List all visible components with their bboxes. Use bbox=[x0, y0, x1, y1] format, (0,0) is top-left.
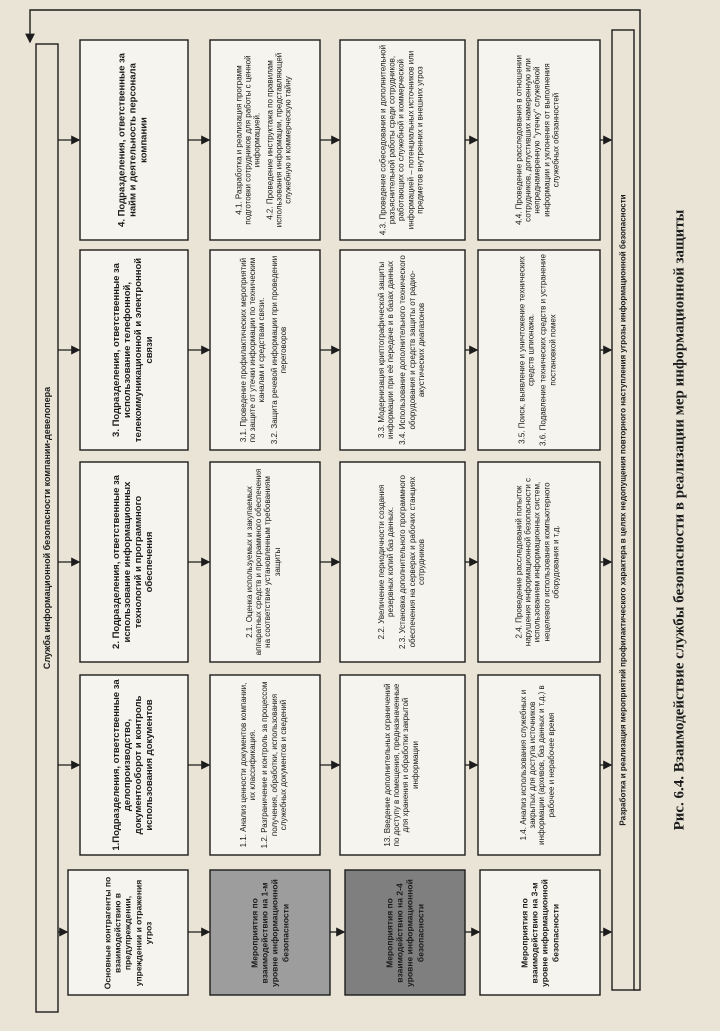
level2-label: Мероприятия по взаимодействию на 2-4 уровне информационной безопасности bbox=[384, 878, 426, 987]
measure-2-2 bbox=[340, 462, 465, 662]
measure-2-1 bbox=[210, 462, 320, 662]
bottom-band-label: Разработка и реализация мероприятий профилактического характера в целях недопущения повторного наступления угрозы информационной безопасности bbox=[618, 194, 628, 826]
measure-1-4 bbox=[478, 675, 600, 855]
bottom-band bbox=[612, 30, 634, 990]
measure-text: 1.2. Разграничение и контроль за процессом получения, обработки, использования служебных документов и сведений bbox=[260, 681, 288, 849]
level3-label-wrap bbox=[480, 870, 600, 995]
measure-3-5 bbox=[478, 250, 600, 450]
measure-2-4 bbox=[478, 462, 600, 662]
department-2-label: 2. Подразделения, ответственные за использование информационных технологий и программного обеспечения bbox=[111, 475, 155, 649]
measure-text: 2.4. Проведение расследований попыток нарушения информационной безопасности с использованием информационных систем, нецелевого использования компьютерного оборудования и т.д. bbox=[514, 477, 561, 647]
measure-4-4 bbox=[478, 40, 600, 240]
measure-text: 2.2. Увеличение периодичности создания резервных копий баз данных. bbox=[376, 484, 395, 640]
level3-label: Мероприятия по взаимодействию на 3-м уровне информационной безопасности bbox=[519, 878, 561, 987]
level1-label-wrap bbox=[210, 870, 330, 995]
level1-label: Мероприятия по взаимодействию на 1-м уровне информационной безопасности bbox=[249, 878, 291, 987]
department-4 bbox=[80, 40, 188, 240]
contractors-label-wrap bbox=[68, 870, 188, 995]
department-4-label: 4. Подразделения, ответственные за найм и деятельность персонала компании bbox=[116, 53, 150, 227]
department-3 bbox=[80, 250, 188, 450]
measure-4-1 bbox=[210, 40, 320, 240]
measure-text: 2.1. Оценка используемых и закупаемых аппаратных средств и программного обеспечения на соответствие установленным требованиям защиты bbox=[245, 468, 282, 656]
measure-text: 4.1. Разработка и реализация программ подготовки сотрудников для работы с ценной информацией. bbox=[234, 55, 262, 225]
measure-text: 3.6. Подавление технических средств и устранение постановкой помех bbox=[539, 254, 558, 446]
measure-text: 13. Введение дополнительных ограничений по доступу в помещения, предназначенные для хранения и обработки закрытой информации bbox=[382, 683, 420, 847]
measure-3-3 bbox=[340, 250, 465, 450]
measure-text: 4.2. Проведение инструктажа по правилам использования информации, представляющей служебную и коммерческую тайну bbox=[265, 52, 293, 228]
measure-text: 3.2. Защита речевой информации при проведении переговоров bbox=[269, 255, 288, 445]
measure-text: 2.3. Установка дополнительного программного обеспечения на серверах и рабочих станциях сотрудников bbox=[397, 475, 426, 649]
measure-text: 3.3. Модернизация криптографической защиты информации при её передаче и в базах данных bbox=[376, 261, 395, 439]
measure-text: 3.5. Поиск, выявление и уничтожение технических средств шпионажа. bbox=[517, 256, 536, 444]
measure-1-3 bbox=[340, 675, 465, 855]
measure-text: 1.1. Анализ ценности документов компании, их классификация. bbox=[239, 682, 258, 848]
measure-text: 4.3. Проведение собеседования и дополнительной разъяснительной работы среди сотрудников, работающих со служебной и коммерческой информацией – потенциальных источников или предметов внутренних и внешних угроз bbox=[378, 44, 424, 236]
figure-caption: Рис. 6.4. Взаимодействие службы безопасности в реализации мер информационной защиты bbox=[671, 209, 688, 831]
level2-label-wrap bbox=[345, 870, 465, 995]
measure-4-3 bbox=[340, 40, 465, 240]
department-1 bbox=[80, 675, 188, 855]
department-2 bbox=[80, 462, 188, 662]
measure-text: 4.4. Проведение расследования в отношении сотрудников, допустивших намеренную или непреднамеренную "утечку" служебной информации и уклонения от выполнения служебных обязанностей bbox=[514, 55, 561, 225]
top-band-label: Служба информационной безопасности компании-девелопера bbox=[42, 386, 52, 670]
figure-caption-area bbox=[660, 20, 700, 1020]
measure-1-1 bbox=[210, 675, 320, 855]
measure-text: 3.1. Проведение профилактических мероприятий по защите от утечки информации по техническим каналам и средствам связи. bbox=[239, 257, 267, 443]
measure-text: 3.4. Использование дополнительного технического оборудования и средств защиты от радио-акустических диапазонов bbox=[397, 255, 426, 445]
department-1-label: 1.Подразделения, ответственные за делопроизводство, документооборот и контроль использования документов bbox=[111, 679, 155, 851]
measure-3-1 bbox=[210, 250, 320, 450]
top-band bbox=[36, 44, 58, 1012]
contractors-label: Основные контрагенты по взаимодействию в предупреждении, упреждении и отражения угроз bbox=[102, 876, 154, 989]
measure-text: 1.4. Анализ использования служебных и закрытых для доступа источников информации (архивов, баз данных и т.д.) в рабочее и нерабочее время bbox=[519, 685, 556, 845]
department-3-label: 3. Подразделения, ответственные за использование телефонной, телекоммуникационной и электронной связи bbox=[111, 257, 155, 443]
